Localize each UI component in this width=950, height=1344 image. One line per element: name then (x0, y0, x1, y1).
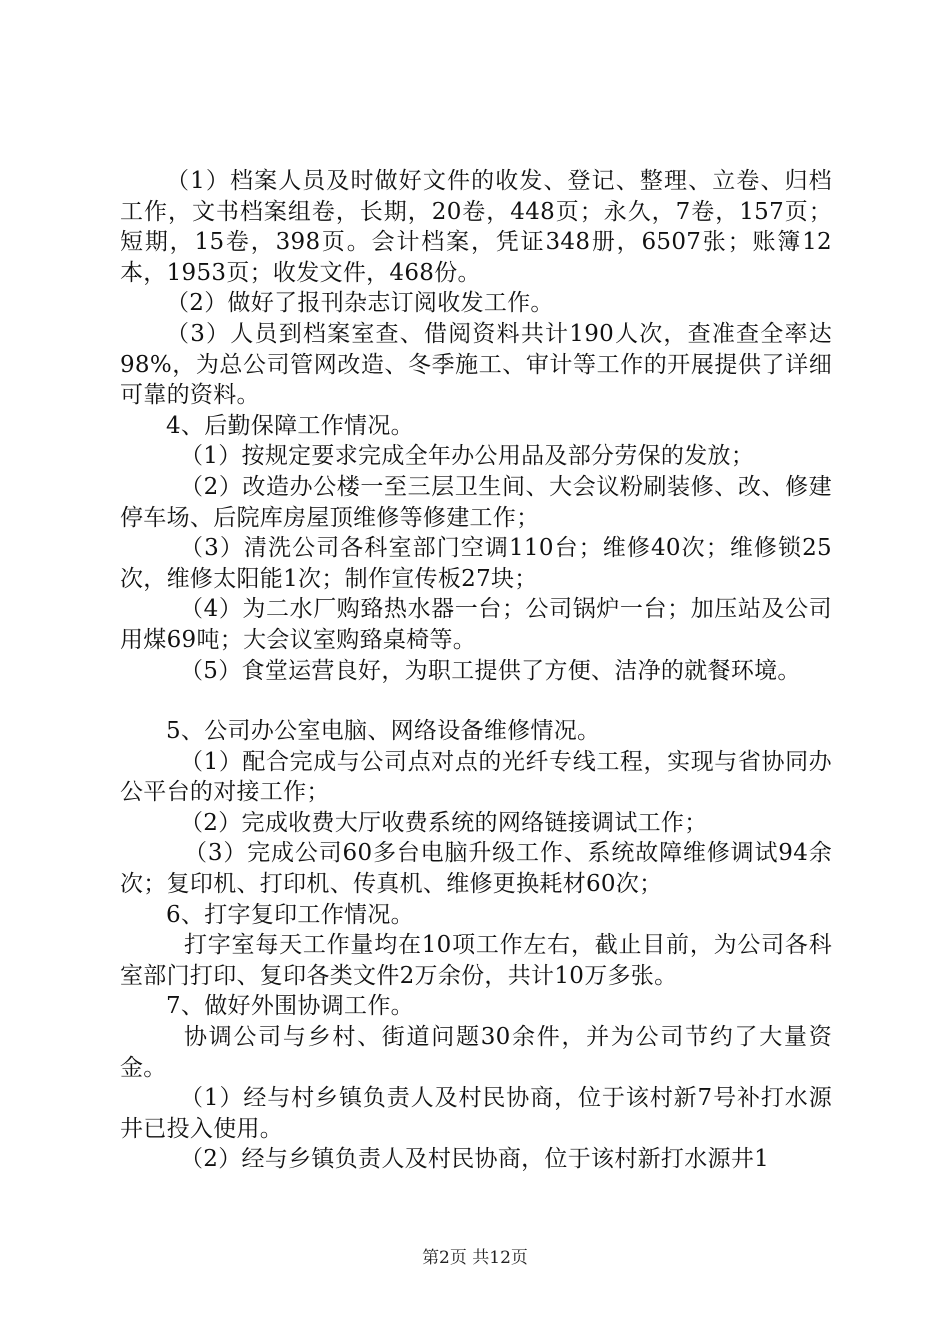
heading-it-maintenance: 5、公司办公室电脑、网络设备维修情况。 (166, 718, 601, 745)
paragraph-renovation: （2）改造办公楼一至三层卫生间、大会议粉刷装修、改、修建停车场、后院库房屋顶维修等修建工作； (120, 473, 832, 531)
heading-logistics: 4、后勤保障工作情况。 (166, 412, 414, 439)
page-footer: 第2页 共12页 (422, 1248, 528, 1268)
paragraph-canteen: （5）食堂运营良好，为职工提供了方便、洁净的就餐环境。 (180, 657, 801, 684)
paragraph-periodicals: （2）做好了报刊杂志订阅收发工作。 (166, 290, 554, 317)
paragraph-well-7: （1）经与村乡镇负责人及村民协商，位于该村新7号补打水源井已投入使用。 (120, 1085, 832, 1142)
paragraph-purchases: （4）为二水厂购臵热水器一台；公司锅炉一台；加压站及公司用煤69吨；大会议室购臵桌椅等。 (120, 596, 832, 653)
paragraph-billing-network: （2）完成收费大厅收费系统的网络链接调试工作； (180, 809, 708, 836)
paragraph-office-supplies: （1）按规定要求完成全年办公用品及部分劳保的发放； (180, 443, 755, 470)
paragraph-computer-upgrade: （3）完成公司60多台电脑升级工作、系统故障维修调试94余次；复印机、打印机、传真机、维修更换耗材60次； (120, 840, 832, 898)
paragraph-archive-work: （1）档案人员及时做好文件的收发、登记、整理、立卷、归档工作，文书档案组卷，长期，20卷，448页；永久，7卷，157页；短期，15卷，398页。会计档案，凭证348册，6507张；账簿12本，1953页；收发文件，468份。 (120, 168, 832, 286)
paragraph-fiber-line: （1）配合完成与公司点对点的光纤专线工程，实现与省协同办公平台的对接工作； (120, 748, 832, 806)
paragraph-printing-volume: 打字室每天工作量均在10项工作左右，截止目前，为公司各科室部门打印、复印各类文件2万余份，共计10万多张。 (120, 932, 832, 989)
paragraph-coordination-summary: 协调公司与乡村、街道问题30余件，并为公司节约了大量资金。 (120, 1024, 832, 1081)
body-text (120, 166, 832, 1175)
heading-coordination: 7、做好外围协调工作。 (166, 993, 414, 1020)
paragraph-archive-access: （3）人员到档案室查、借阅资料共计190人次，查准查全率达98%，为总公司管网改造、冬季施工、审计等工作的开展提供了详细可靠的资料。 (120, 320, 832, 409)
paragraph-new-well: （2）经与乡镇负责人及村民协商，位于该村新打水源井1 (180, 1146, 770, 1173)
paragraph-maintenance: （3）清洗公司各科室部门空调110台；维修40次；维修锁25次，维修太阳能1次；制作宣传板27块； (120, 535, 832, 592)
heading-printing: 6、打字复印工作情况。 (166, 901, 414, 928)
